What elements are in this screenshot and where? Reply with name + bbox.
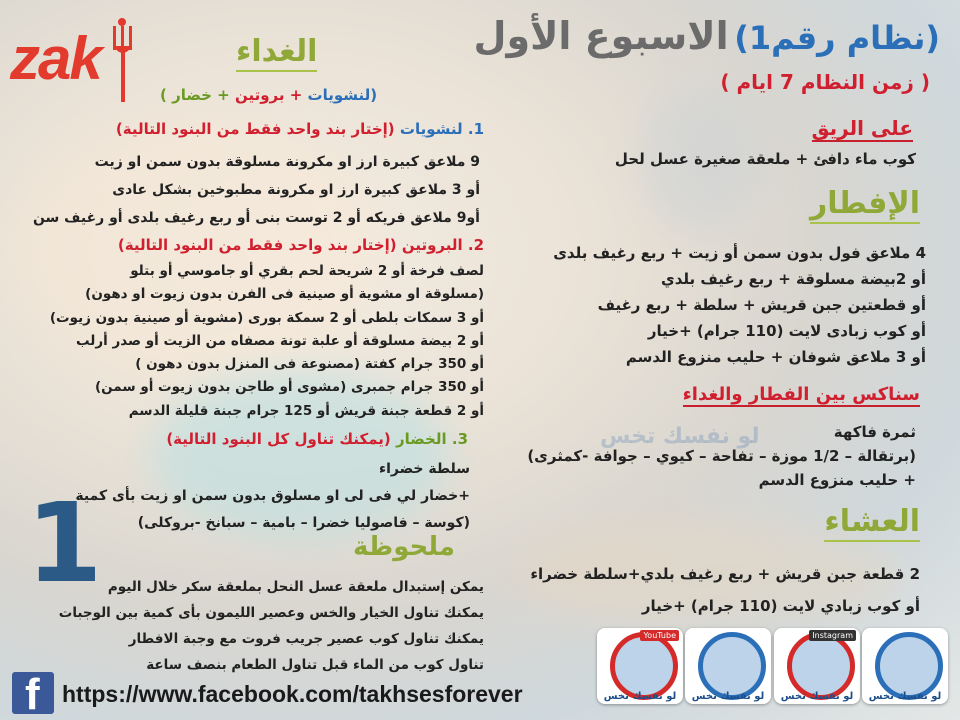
list-item: أو 2 بيضة مسلوقة أو علبة تونة مصفاه من الزيت أو صدر أرلب — [76, 332, 484, 349]
lunch-heading: الغداء — [236, 34, 317, 72]
lunch-sub-veg: + خضار ) — [160, 86, 230, 104]
dinner-list — [530, 558, 920, 622]
card-label: لو نفسك تخس — [691, 691, 765, 702]
list-item: (برتقالة – 1/2 موزة – تفاحة – كيوي – جوافة -كمثرى) — [527, 447, 916, 465]
empty-stomach-heading: على الريق — [811, 116, 913, 140]
youtube-card[interactable] — [597, 628, 683, 704]
list-item: أو كوب زبادي لايت (110 جرام) +خيار — [641, 597, 920, 615]
list-item: أو 2بيضة مسلوقة + ربع رغيف بلدي — [661, 270, 926, 288]
group-1-note: (إختار بند واحد فقط من البنود التالية) — [115, 120, 395, 138]
youtube-icon — [610, 632, 678, 700]
watermark: لو نفسك تخس — [600, 424, 760, 449]
note-list — [59, 574, 484, 678]
list-item: لصف فرخة أو 2 شريحة لحم بقري أو جاموسي أو بتلو — [130, 263, 484, 279]
empty-stomach-text: كوب ماء دافئ + ملعقة صغيرة عسل لحل — [614, 150, 916, 168]
list-item: +خضار لي فى لى او مسلوق بدون سمن او زيت بأى كمية — [75, 488, 470, 504]
lunch-group-1-list — [33, 148, 480, 232]
lunch-group-2-list — [50, 260, 484, 423]
note-heading: ملحوظة — [352, 532, 455, 562]
week-number: 1 — [26, 479, 103, 607]
card-label: لو نفسك تخس — [868, 691, 942, 702]
card-label: لو نفسك تخس — [603, 691, 677, 702]
lunch-group-3-heading — [166, 430, 468, 448]
instagram-card[interactable] — [774, 628, 860, 704]
list-item: أو 350 جرام كفتة (مصنوعة فى المنزل بدون دهون ) — [135, 356, 484, 373]
list-item: 4 ملاعق فول بدون سمن أو زيت + ربع رغيف بلدى — [553, 244, 926, 262]
group-2-number: 2. البروتين — [401, 236, 484, 254]
lunch-group-1-heading — [116, 120, 484, 138]
list-item: 9 ملاعق كبيرة ارز او مكرونة مسلوقة بدون سمن او زيت — [94, 154, 480, 170]
facebook-icon — [698, 632, 766, 700]
list-item: 2 قطعة جبن قريش + ربع رغيف بلدي+سلطة خضراء — [530, 565, 920, 583]
list-item: أو 3 ملاعق شوفان + حليب منزوع الدسم — [625, 348, 926, 366]
group-3-note: (يمكنك تناول كل البنود التالية) — [166, 430, 391, 448]
group-1-number: 1. لنشويات — [399, 120, 484, 138]
lunch-subtitle — [160, 86, 377, 104]
facebook-icon[interactable]: f — [12, 672, 54, 714]
snacks-heading: سناكس بين الفطار والغداء — [682, 384, 920, 405]
list-item: يمكنك تناول الخيار والخس وعصير الليمون بأى كمية بين الوجبات — [58, 605, 484, 621]
lunch-sub-protein: + بروتين — [234, 86, 303, 104]
facebook-page-link[interactable]: https://www.facebook.com/takhsesforever — [62, 681, 523, 707]
facebook-card[interactable] — [685, 628, 771, 704]
breakfast-heading: الإفطار — [810, 186, 920, 224]
zaki-logo — [10, 14, 140, 104]
card-tag: Instagram — [809, 630, 856, 641]
card-tag: YouTube — [640, 630, 679, 641]
list-item: + حليب منزوع الدسم — [758, 471, 916, 489]
breakfast-list — [553, 240, 926, 370]
title-main: الاسبوع الأول — [473, 14, 729, 58]
list-item: أو 3 ملاعق كبيرة ارز او مكرونة مطبوخين بشكل عادى — [112, 182, 480, 198]
title-system: (نظام رقم1) — [734, 19, 940, 57]
fork-icon — [108, 18, 138, 104]
lunch-group-2-heading — [118, 236, 484, 254]
page-title — [474, 14, 941, 58]
list-item: أو 350 جرام جمبرى (مشوى أو طاجن بدون زيوت أو سمن) — [94, 379, 484, 396]
list-item: يمكن إستبدال ملعقة عسل النحل بملعقة سكر خلال اليوم — [107, 579, 484, 595]
list-item: يمكنك تناول كوب عصير جريب فروت مع وجبة الافطار — [128, 631, 484, 647]
plan-duration: ( زمن النظام 7 ايام ) — [720, 70, 930, 94]
list-item: أو قطعتين جبن قريش + سلطة + ربع رغيف — [597, 296, 926, 314]
lunch-group-3-list — [75, 456, 470, 537]
list-item: ثمرة فاكهة — [833, 423, 916, 441]
twitter-card[interactable] — [862, 628, 948, 704]
twitter-icon — [875, 632, 943, 700]
list-item: سلطة خضراء — [378, 461, 470, 477]
card-label: لو نفسك تخس — [780, 691, 854, 702]
list-item: (كوسة – فاصوليا خضرا – بامية – سبانخ -بروكلى) — [137, 515, 470, 531]
list-item: (مسلوقة او مشوية أو صينية فى الفرن بدون زيوت او دهون) — [85, 286, 484, 303]
list-item: أو9 ملاعق فريكه أو 2 توست بنى أو ربع رغيف بلدى أو رغيف سن — [32, 210, 480, 226]
list-item: أو 3 سمكات بلطى أو 2 سمكة بورى (مشوية أو صينية بدون زيوت) — [49, 309, 484, 326]
lunch-sub-starch: (لنشويات — [307, 86, 378, 104]
logo-text: zak — [10, 25, 101, 92]
list-item: أو 2 قطعة جبنة قريش أو 125 جرام جبنة قليلة الدسم — [128, 402, 484, 419]
group-3-number: 3. الخضار — [396, 430, 468, 448]
instagram-icon — [787, 632, 855, 700]
dinner-heading: العشاء — [824, 504, 920, 542]
list-item: أو كوب زبادى لايت (110 جرام) +خيار — [647, 322, 926, 340]
group-2-note: (إختار بند واحد فقط من البنود التالية) — [117, 236, 397, 254]
list-item: تناول كوب من الماء قبل تناول الطعام بنصف ساعة — [146, 657, 484, 673]
